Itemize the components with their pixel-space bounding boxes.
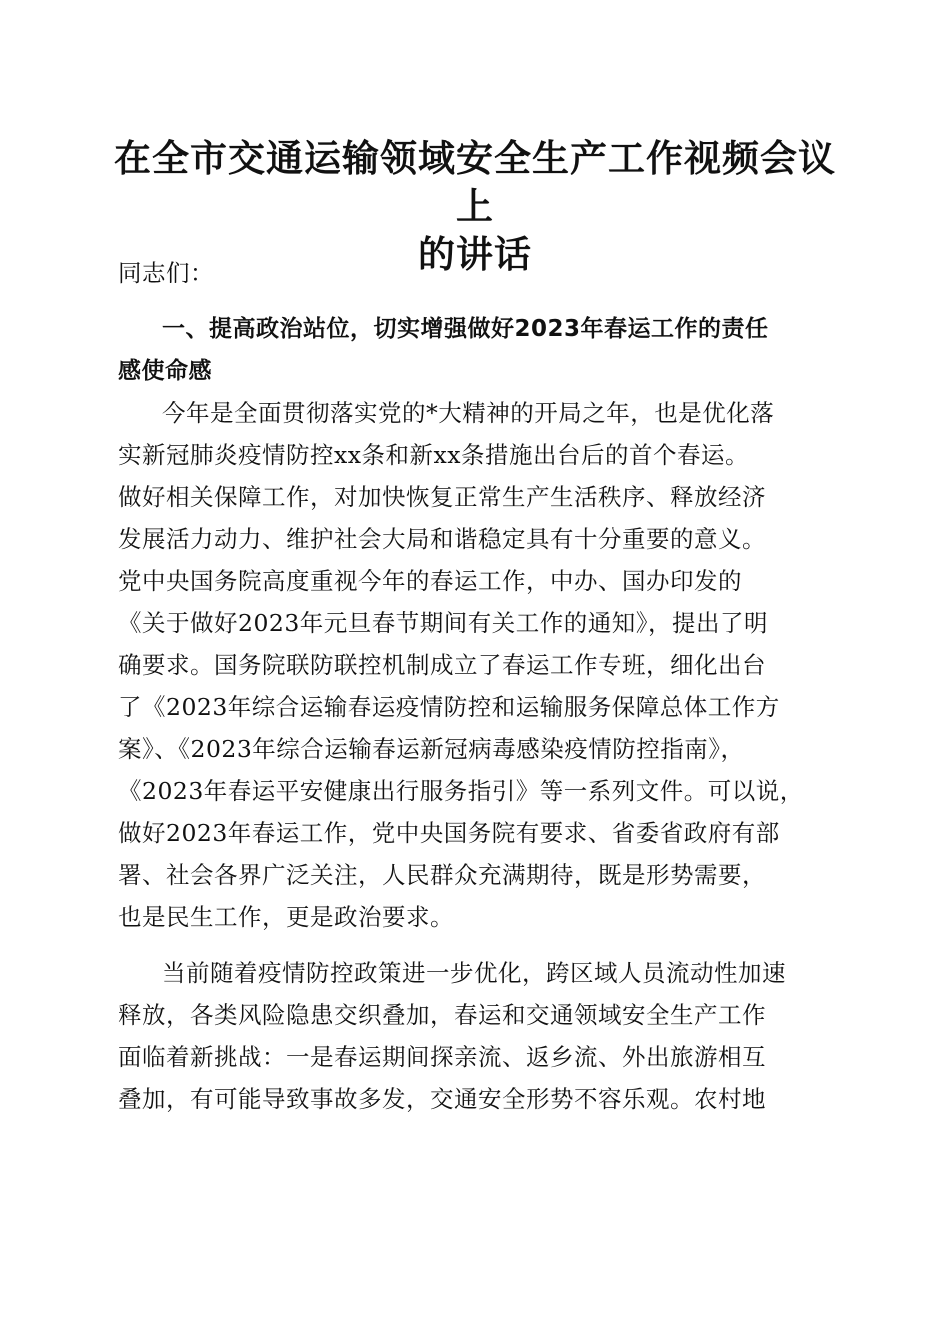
heading-line-2: 感使命感 <box>118 358 212 384</box>
paragraph-1-line: 署、社会各界广泛关注，人民群众充满期待，既是形势需要， <box>118 861 766 889</box>
paragraph-2-line: 当前随着疫情防控政策进一步优化，跨区域人员流动性加速 <box>162 959 786 987</box>
paragraph-2-line: 叠加，有可能导致事故多发，交通安全形势不容乐观。农村地 <box>118 1085 766 1113</box>
heading-line-1: 一、提高政治站位，切实增强做好2023年春运工作的责任 <box>162 316 769 342</box>
paragraph-1-line: 案》、《2023年综合运输春运新冠病毒感染疫情防控指南》， <box>118 735 745 763</box>
paragraph-1-line: 做好相关保障工作，对加快恢复正常生产生活秩序、释放经济 <box>118 483 766 511</box>
paragraph-1-line: 党中央国务院高度重视今年的春运工作，中办、国办印发的 <box>118 567 742 595</box>
title-line-2: 的讲话 <box>418 232 532 276</box>
paragraph-2-line: 释放，各类风险隐患交织叠加，春运和交通领域安全生产工作 <box>118 1001 766 1029</box>
paragraph-1-line: 也是民生工作，更是政治要求。 <box>118 903 454 931</box>
paragraph-1-line: 了《2023年综合运输春运疫情防控和运输服务保障总体工作方 <box>118 693 780 721</box>
document-body <box>118 252 838 1120</box>
paragraph-2-line: 面临着新挑战：一是春运期间探亲流、返乡流、外出旅游相互 <box>118 1043 766 1071</box>
paragraph-1-line: 确要求。国务院联防联控机制成立了春运工作专班，细化出台 <box>118 651 766 679</box>
paragraph-1-line: 发展活力动力、维护社会大局和谐稳定具有十分重要的意义。 <box>118 525 766 553</box>
paragraph-1-line: 《2023年春运平安健康出行服务指引》等一系列文件。可以说， <box>118 777 804 805</box>
paragraph-1-line: 《关于做好2023年元旦春节期间有关工作的通知》，提出了明 <box>118 609 769 637</box>
paragraph-1-line: 做好2023年春运工作，党中央国务院有要求、省委省政府有部 <box>118 819 780 847</box>
paragraph-1 <box>118 392 838 938</box>
title-line-1: 在全市交通运输领域安全生产工作视频会议上 <box>114 136 836 228</box>
paragraph-1-line: 实新冠肺炎疫情防控xx条和新xx条措施出台后的首个春运。 <box>118 441 750 469</box>
salutation: 同志们： <box>118 259 214 287</box>
paragraph-1-line: 今年是全面贯彻落实党的*大精神的开局之年，也是优化落 <box>162 399 775 427</box>
paragraph-2 <box>118 952 838 1120</box>
section-heading-1 <box>118 308 838 392</box>
